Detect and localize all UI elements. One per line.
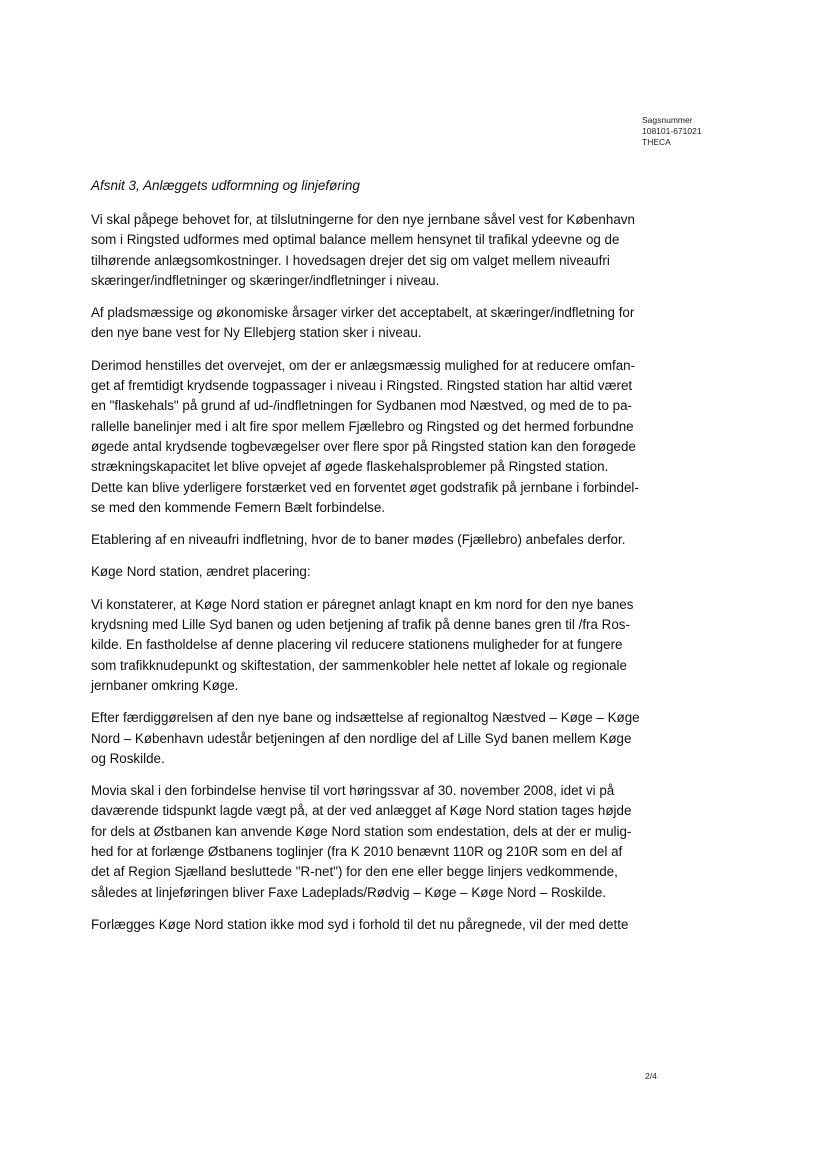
text-line: kilde. En fastholdelse af denne placering vil reducere stationens muligheder for at fungere	[91, 637, 623, 653]
text-line: Movia skal i den forbindelse henvise til vort høringssvar af 30. november 2008, idet vi på	[91, 783, 615, 799]
paragraph	[91, 356, 671, 518]
paragraph	[91, 210, 671, 291]
text-line: Dette kan blive yderligere forstærket ved en forventet øget godstrafik på jernbane i forbindel-	[91, 479, 639, 495]
paragraph	[91, 781, 671, 903]
text-line: hed for at forlænge Østbanens toglinjer (fra K 2010 benævnt 110R og 210R som en del af	[91, 844, 623, 860]
text-line: se med den kommende Femern Bælt forbindelse.	[91, 499, 385, 515]
text-line: skæringer/indfletninger og skæringer/indfletninger i niveau.	[91, 272, 440, 288]
text-line: og Roskilde.	[91, 750, 165, 766]
text-line: øgede antal krydsende togbevægelser over flere spor på Ringsted station kan den forøgede	[91, 438, 636, 454]
text-line: for dels at Østbanen kan anvende Køge Nord station som endestation, dels at der er mulig-	[91, 823, 632, 839]
paragraph	[91, 708, 671, 769]
text-line: daværende tidspunkt lagde vægt på, at der ved anlægget af Køge Nord station tages højde	[91, 803, 632, 819]
document-body	[91, 210, 671, 947]
text-line: Nord – København udestår betjeningen af den nordlige del af Lille Syd banen mellem Køge	[91, 730, 632, 746]
paragraph	[91, 915, 671, 935]
text-line: en "flaskehals" på grund af ud-/indfletningen for Sydbanen mod Næstved, og med de to pa-	[91, 398, 633, 414]
text-line: den nye bane vest for Ny Ellebjerg station sker i niveau.	[91, 325, 422, 341]
paragraph	[91, 530, 671, 550]
text-line: strækningskapacitet let blive opvejet af øgede flaskehalsproblemer på Ringsted station.	[91, 459, 609, 475]
text-line: det af Region Sjælland besluttede "R-net") for den ene eller begge linjers vedkommende,	[91, 864, 618, 880]
text-line: jernbaner omkring Køge.	[91, 677, 239, 693]
paragraph	[91, 303, 671, 344]
text-line: Køge Nord station, ændret placering:	[91, 564, 311, 580]
text-line: Vi konstaterer, at Køge Nord station er páregnet anlagt knapt en km nord for den nye banes	[91, 596, 634, 612]
text-line: Derimod henstilles det overvejet, om der er anlægsmæssig mulighed for at reducere omfan-	[91, 357, 636, 373]
text-line: tilhørende anlægsomkostninger. I hovedsagen drejer det sig om valget mellem niveaufri	[91, 252, 610, 268]
text-line: således at linjeføringen bliver Faxe Ladeplads/Rødvig – Køge – Køge Nord – Roskilde.	[91, 884, 607, 900]
case-initials: THECA	[642, 137, 671, 147]
case-number: 108101-671021	[642, 126, 702, 136]
section-heading: Afsnit 3, Anlæggets udformning og linjeføring	[91, 178, 360, 193]
text-line: get af fremtidigt krydsende togpassager i niveau i Ringsted. Ringsted station har altid været	[91, 378, 633, 394]
text-line: krydsning med Lille Syd banen og uden betjening af trafik på denne banes gren til /fra Ros-	[91, 617, 630, 633]
page-number: 2/4	[645, 1071, 657, 1081]
text-line: Efter færdiggørelsen af den nye bane og indsættelse af regionaltog Næstved – Køge – Køge	[91, 710, 640, 726]
text-line: rallelle banelinjer med i alt fire spor mellem Fjællebro og Ringsted og det hermed forbundne	[91, 418, 634, 434]
paragraph	[91, 595, 671, 696]
case-number-label: Sagsnummer	[642, 115, 693, 125]
text-line: Af pladsmæssige og økonomiske årsager virker det acceptabelt, at skæringer/indfletning for	[91, 305, 635, 321]
paragraph	[91, 562, 671, 582]
text-line: Vi skal påpege behovet for, at tilslutningerne for den nye jernbane såvel vest for København	[91, 212, 635, 227]
case-metadata	[642, 115, 702, 148]
text-line: som i Ringsted udformes med optimal balance mellem hensynet til trafikal ydeevne og de	[91, 232, 620, 248]
text-line: Forlægges Køge Nord station ikke mod syd i forhold til det nu påregnede, vil der med dette	[91, 916, 629, 932]
text-line: som trafikknudepunkt og skiftestation, der sammenkobler hele nettet af lokale og regionale	[91, 657, 627, 673]
text-line: Etablering af en niveaufri indfletning, hvor de to baner mødes (Fjællebro) anbefales derfor.	[91, 532, 626, 548]
